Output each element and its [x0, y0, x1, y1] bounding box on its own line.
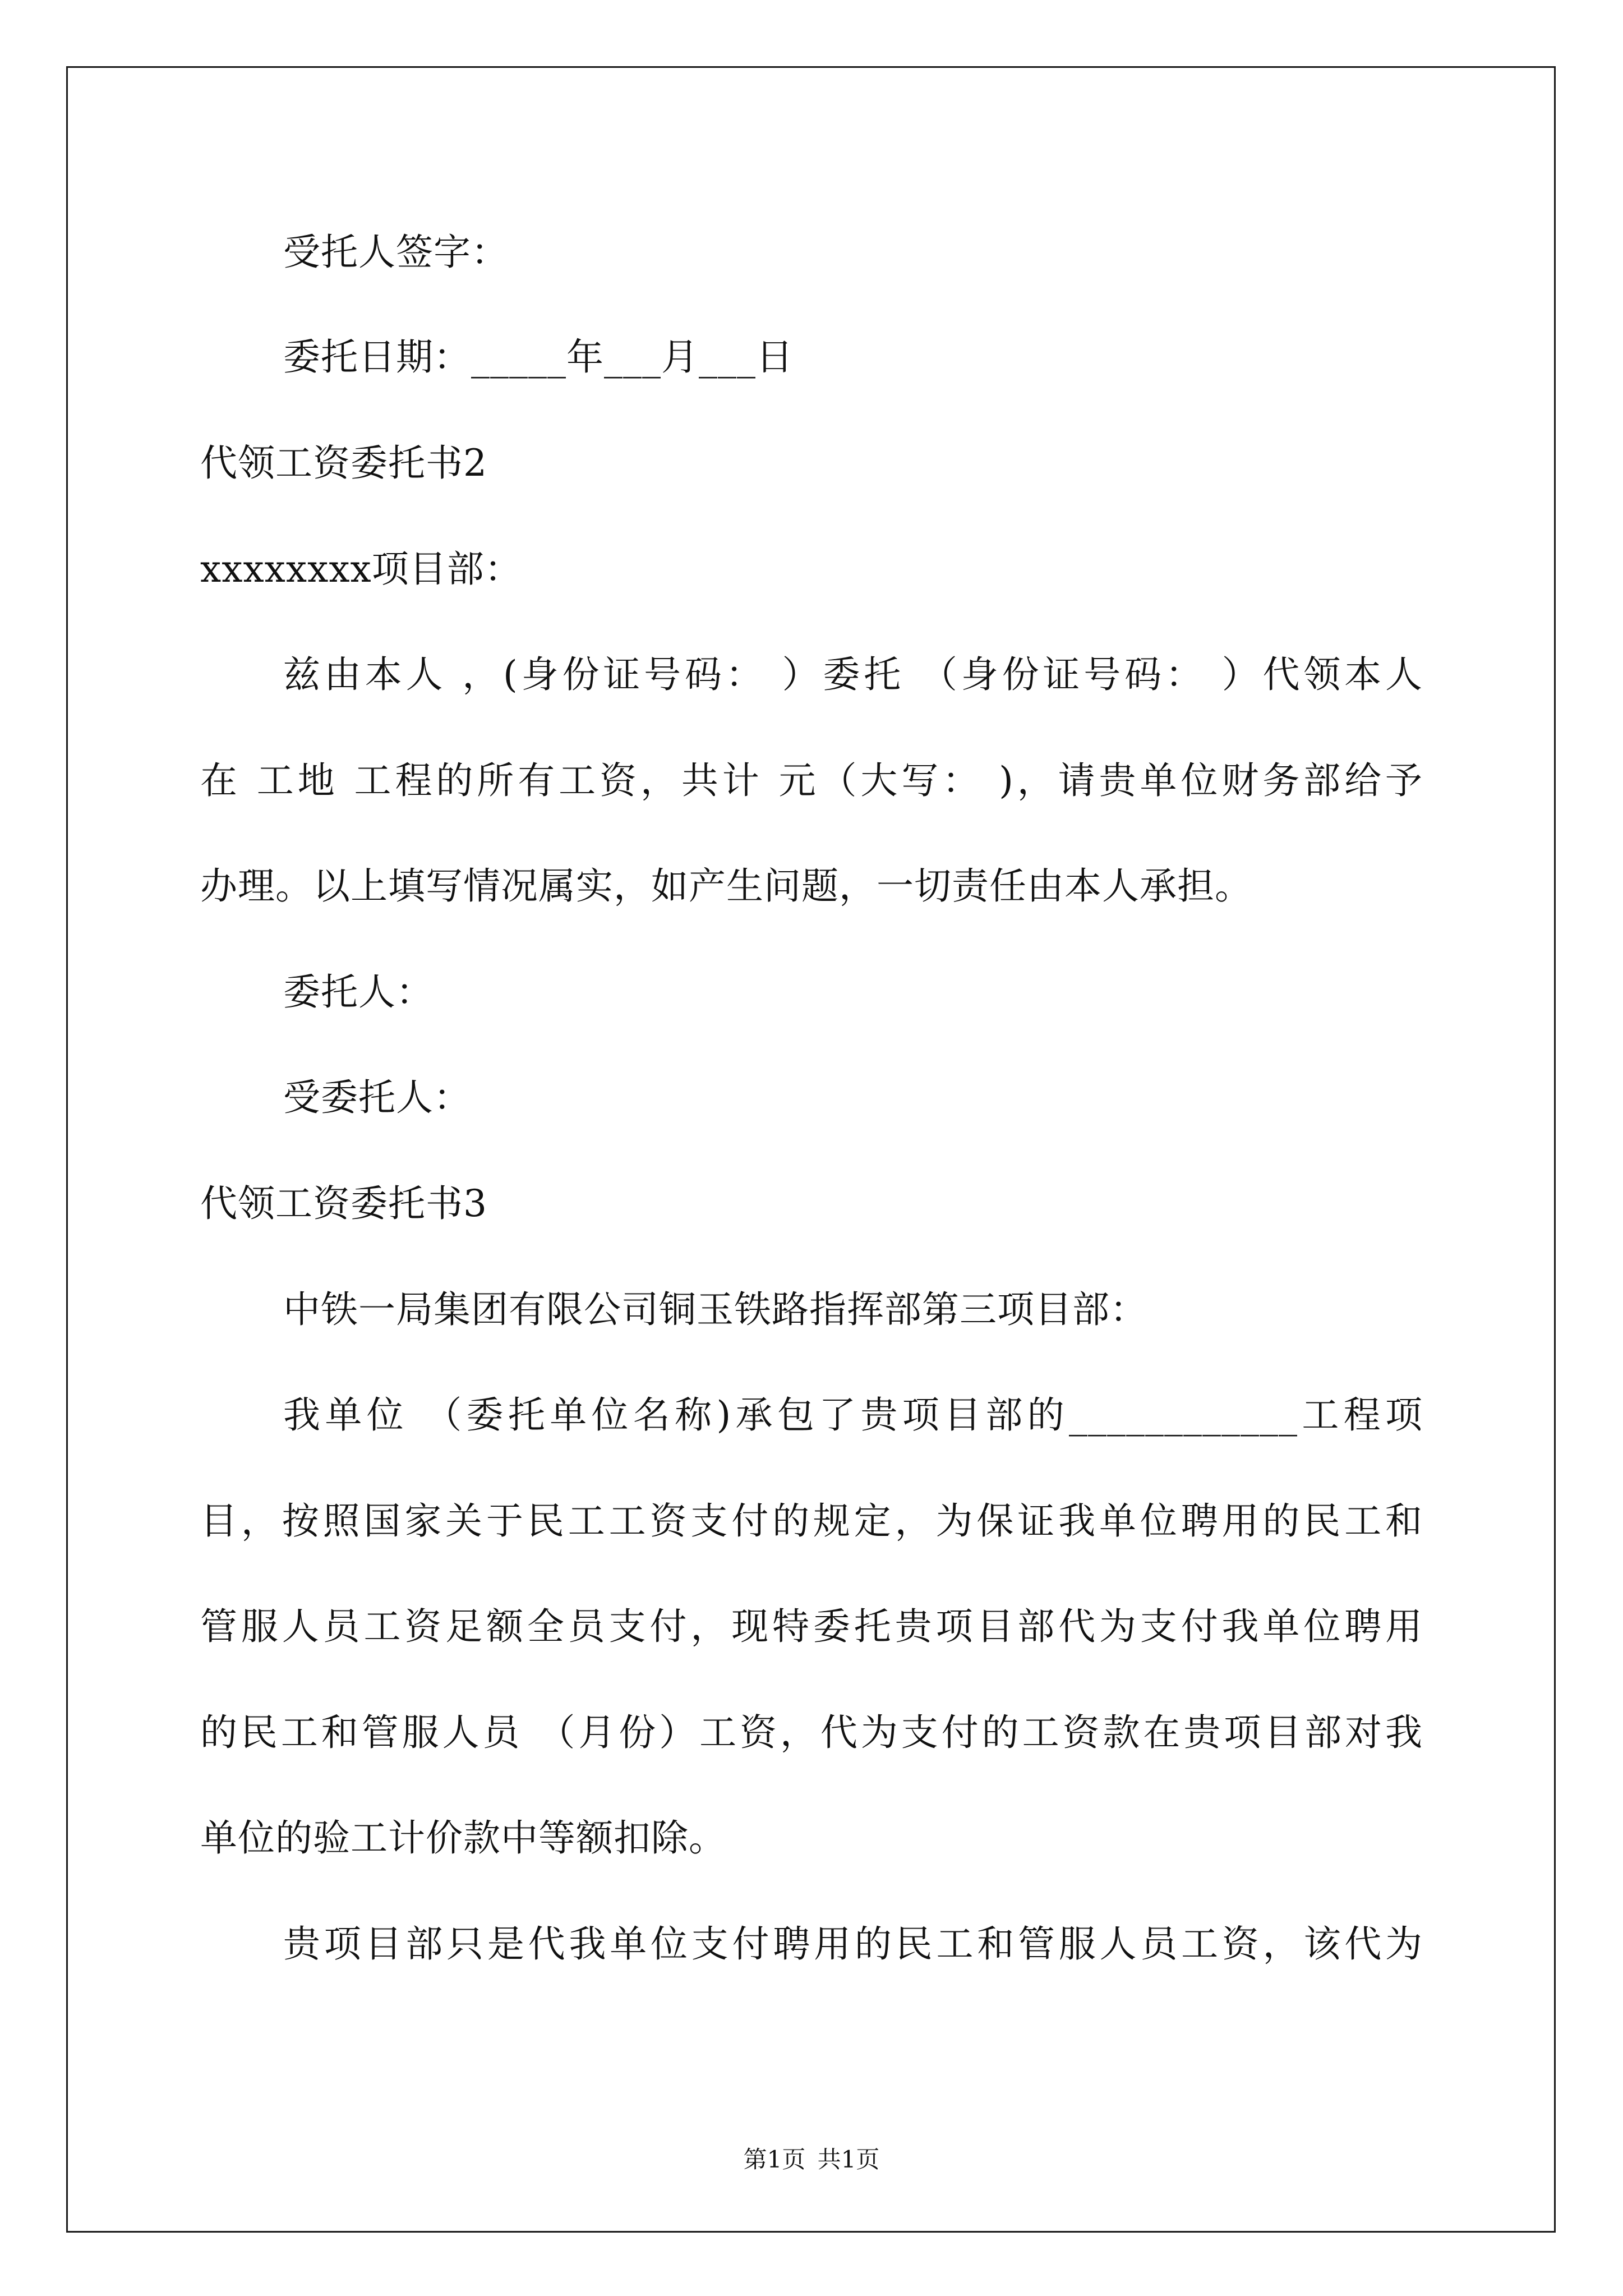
page-number: 第1页 共1页 — [743, 2146, 880, 2173]
agent-line: 受委托人： — [283, 1076, 471, 1119]
body-paragraph-line: 办理。以上填写情况属实，如产生问题，一切责任由本人承担。 — [200, 864, 1252, 908]
body-paragraph-line: 的民工和管服人员 （月份）工资，代为支付的工资款在贵项目部对我 — [200, 1711, 1423, 1754]
entrust-date-line: 委托日期：_____年___月___日 — [283, 335, 794, 379]
addressee-line: 中铁一局集团有限公司铜玉铁路指挥部第三项目部： — [283, 1288, 1147, 1331]
trustee-signature-line: 受托人签字： — [283, 231, 509, 274]
page-border — [66, 66, 1556, 2233]
body-paragraph-line: 贵项目部只是代我单位支付聘用的民工和管服人员工资，该代为 — [283, 1922, 1423, 1966]
addressee-line: xxxxxxxx项目部： — [200, 547, 522, 591]
body-paragraph-line: 目，按照国家关于民工工资支付的规定，为保证我单位聘用的民工和 — [200, 1499, 1423, 1543]
body-paragraph-line: 在 工地 工程的所有工资，共计 元（大写： )，请贵单位财务部给予 — [200, 759, 1423, 802]
body-paragraph-line: 管服人员工资足额全员支付，现特委托贵项目部代为支付我单位聘用 — [200, 1605, 1423, 1648]
body-paragraph-line: 我单位 （委托单位名称)承包了贵项目部的____________工程项 — [283, 1393, 1423, 1437]
section-heading-2: 代领工资委托书2 — [200, 441, 487, 485]
body-paragraph-line: 兹由本人 ，(身份证号码： ）委托 （身份证号码： ）代领本人 — [283, 653, 1423, 696]
section-heading-3: 代领工资委托书3 — [200, 1182, 487, 1225]
principal-line: 委托人： — [283, 970, 434, 1014]
body-paragraph-line: 单位的验工计价款中等额扣除。 — [200, 1816, 726, 1860]
